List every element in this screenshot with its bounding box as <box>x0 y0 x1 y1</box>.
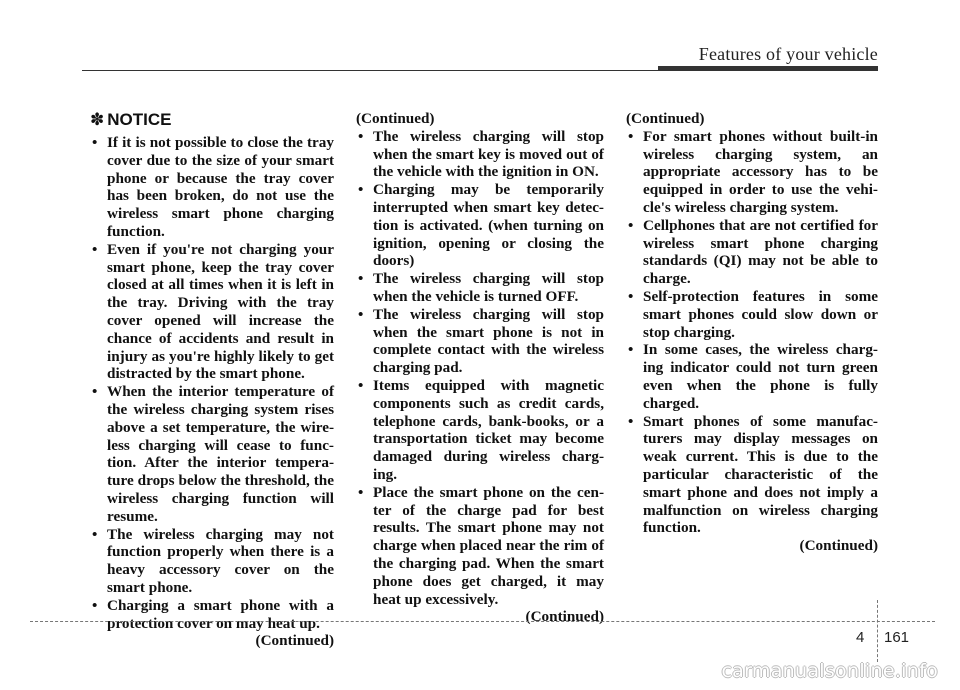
list-item: • The wireless charging will stop when the smart key is moved out of the vehicle with the ignition in ON. <box>356 128 604 181</box>
list-item: • The wireless charging may not function properly when there is a heavy accessory cover on the smart phone. <box>90 526 334 597</box>
list-item: • Smart phones of some manufac-turers may display messages on weak current. This is due to the particular characteristic of the smart phone and does not imply a malfunction on wireless charging function. <box>626 413 878 538</box>
list-item: • Charging a smart phone with a protection cover on may heat up. <box>90 597 334 633</box>
chapter-number: 4 <box>856 629 865 646</box>
header-rule-accent <box>658 66 878 71</box>
notice-star-icon: ✽ <box>90 110 105 129</box>
footer-divider <box>30 621 935 622</box>
notice-heading <box>90 110 334 130</box>
continued-label: (Continued) <box>525 608 604 626</box>
column-3 <box>626 110 878 555</box>
list-item: • In some cases, the wireless charg-ing indicator could not turn green even when the phone is fully charged. <box>626 341 878 412</box>
column-2 <box>356 110 604 626</box>
list-item: • Even if you're not charging your smart phone, keep the tray cover closed at all times when it is left in the tray. Driving with the tray cover opened will increase the chance of accidents and result in injury as you're highly likely to get distracted by the smart phone. <box>90 241 334 383</box>
list-item: • The wireless charging will stop when the smart phone is not in complete contact with the wireless charging pad. <box>356 306 604 377</box>
notice-list <box>90 134 334 632</box>
continued-label: (Continued) <box>255 632 334 650</box>
list-item: • Place the smart phone on the cen-ter of the charge pad for best results. The smart phone may not charge when placed near the rim of the charging pad. When the smart phone does get charged, it may heat up excessively. <box>356 484 604 609</box>
list-item: • Cellphones that are not certified for wireless smart phone charging standards (QI) may not be able to charge. <box>626 217 878 288</box>
list-item: • The wireless charging will stop when the vehicle is turned OFF. <box>356 270 604 306</box>
page-number: 161 <box>884 629 910 646</box>
continued-label-top: (Continued) <box>356 110 435 127</box>
list-item: • For smart phones without built-in wireless charging system, an appropriate accessory has to be equipped in order to use the vehi-cle's wireless charging system. <box>626 128 878 217</box>
notice-list <box>626 128 878 537</box>
list-item: • If it is not possible to close the tray cover due to the size of your smart phone or because the tray cover has been broken, do not use the wireless smart phone charging function. <box>90 134 334 241</box>
continued-label-top: (Continued) <box>626 110 705 127</box>
list-item: • Items equipped with magnetic components such as credit cards, telephone cards, bank-books, or a transportation ticket may become damaged during wireless charg-ing. <box>356 377 604 484</box>
list-item: • Charging may be temporarily interrupted when smart key detec-tion is activated. (when turning on ignition, opening or closing the doors) <box>356 181 604 270</box>
continued-label: (Continued) <box>799 537 878 555</box>
list-item: • Self-protection features in some smart phones could slow down or stop charging. <box>626 288 878 341</box>
watermark: carmanualsonline.info <box>721 660 938 682</box>
notice-title: NOTICE <box>107 110 172 129</box>
section-title: Features of your vehicle <box>698 44 878 64</box>
notice-list <box>356 128 604 609</box>
footer-vertical-divider <box>877 600 878 662</box>
column-1 <box>90 110 334 650</box>
list-item: • When the interior temperature of the wireless charging system rises above a set temperature, the wire-less charging will cease to func-tion. After the interior tempera-ture drops below the threshold, the wireless charging function will resume. <box>90 383 334 525</box>
